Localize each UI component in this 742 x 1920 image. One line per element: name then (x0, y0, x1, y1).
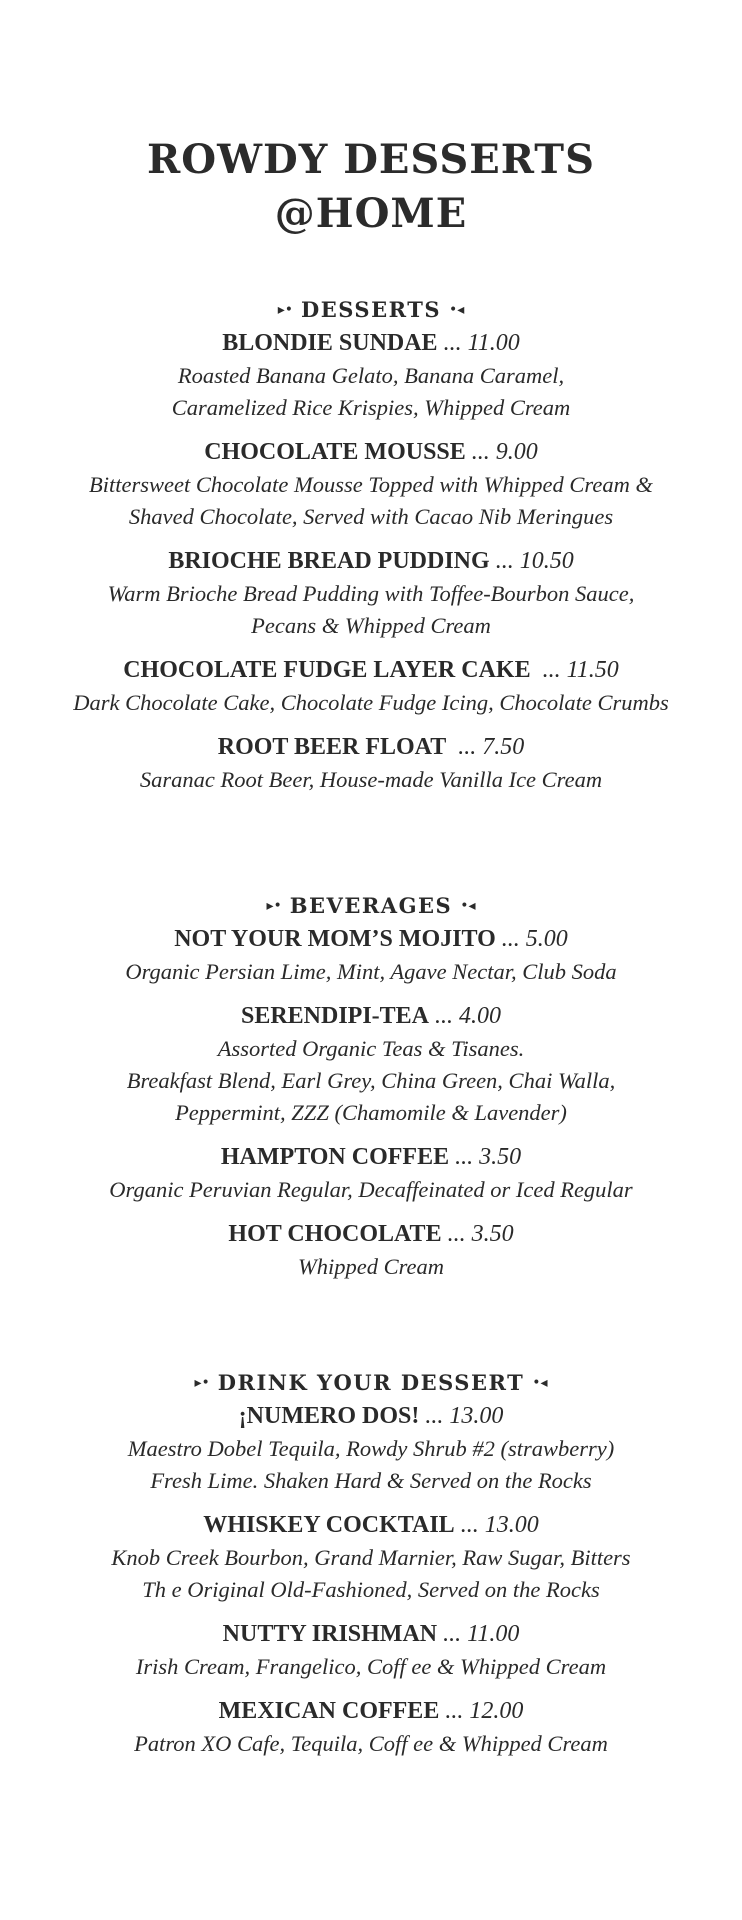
menu-item-name: CHOCOLATE MOUSSE (204, 439, 466, 465)
menu-item-header (0, 730, 742, 764)
menu-item-price: ... 11.00 (437, 1621, 520, 1647)
ornament-right-icon: •◂ (448, 302, 465, 318)
section-heading (0, 1369, 742, 1397)
menu-item-header (0, 326, 742, 360)
menu-item-description: Saranac Root Beer, House-made Vanilla Ice Cream (139, 767, 603, 792)
menu-item-description: Whipped Cream (297, 1254, 445, 1279)
menu-item (0, 435, 742, 533)
section-heading-text: BEVERAGES (289, 893, 453, 918)
menu-item-price: ... 12.00 (439, 1698, 524, 1724)
menu-item-price: ... 4.00 (429, 1003, 502, 1029)
section-heading (0, 296, 742, 324)
menu-item-description: Warm Brioche Bread Pudding with Toffee-Bourbon Sauce, (107, 581, 635, 606)
menu-item-description: Patron XO Cafe, Tequila, Coff ee & Whipped Cream (134, 1731, 608, 1756)
section-beverages (0, 892, 742, 1283)
menu-item-description: Irish Cream, Frangelico, Coff ee & Whipped Cream (135, 1654, 607, 1679)
menu-item-header (0, 1140, 742, 1174)
menu-item-description: Bittersweet Chocolate Mousse Topped with Whipped Cream & (89, 472, 653, 497)
menu-item-header (0, 1617, 742, 1651)
ornament-left-icon: ▸• (266, 898, 282, 914)
menu-item (0, 653, 742, 719)
menu-item-header (0, 1217, 742, 1251)
menu-item-header (0, 922, 742, 956)
menu-item-price: ... 9.00 (465, 439, 538, 465)
menu-title-line-2: @HOME (274, 190, 468, 237)
menu-item-price: ... 3.50 (449, 1144, 522, 1170)
menu-item (0, 1694, 742, 1760)
menu-item-header (0, 544, 742, 578)
menu-item-description: Roasted Banana Gelato, Banana Caramel, (177, 363, 565, 388)
menu-item (0, 730, 742, 796)
menu-item (0, 1217, 742, 1283)
section-heading (0, 892, 742, 920)
menu-item (0, 922, 742, 988)
menu-item-description: Dark Chocolate Cake, Chocolate Fudge Icing, Chocolate Crumbs (73, 690, 669, 715)
menu-item-name: SERENDIPI-TEA (240, 1003, 430, 1029)
menu-item (0, 1617, 742, 1683)
menu-item-description: Fresh Lime. Shaken Hard & Served on the Rocks (150, 1468, 592, 1493)
menu-item-header (0, 435, 742, 469)
menu-item-price: ... 7.50 (446, 734, 525, 760)
menu-item-price: ... 13.00 (419, 1403, 504, 1429)
menu-item-description: Pecans & Whipped Cream (251, 613, 491, 638)
menu-item-description: Shaved Chocolate, Served with Cacao Nib Meringues (128, 504, 614, 529)
menu-item-price: ... 5.00 (495, 926, 568, 952)
menu-title-line-1: ROWDY DESSERTS (147, 136, 595, 183)
section-heading-text: DESSERTS (301, 297, 441, 322)
menu-item (0, 1508, 742, 1606)
menu-item-name: BRIOCHE BREAD PUDDING (168, 548, 490, 574)
menu-item-description: Th e Original Old-Fashioned, Served on the Rocks (142, 1577, 600, 1602)
menu-title (0, 133, 742, 241)
menu-item-description: Maestro Dobel Tequila, Rowdy Shrub #2 (strawberry) (127, 1436, 615, 1461)
menu-item-name: HOT CHOCOLATE (228, 1221, 442, 1247)
menu-item-header (0, 1694, 742, 1728)
ornament-left-icon: ▸• (194, 1375, 210, 1391)
menu-item-name: NUTTY IRISHMAN (222, 1621, 438, 1647)
ornament-right-icon: •◂ (460, 898, 476, 914)
menu-item (0, 999, 742, 1129)
menu-item-price: ... 11.50 (530, 657, 619, 683)
menu-item-description: Caramelized Rice Krispies, Whipped Cream (171, 395, 571, 420)
menu-item-description: Breakfast Blend, Earl Grey, China Green, Chai Walla, (126, 1068, 616, 1093)
menu-item-name: NOT YOUR MOM’S MOJITO (174, 926, 496, 952)
menu-item-price: ... 10.50 (489, 548, 574, 574)
menu-item-name: HAMPTON COFFEE (220, 1144, 450, 1170)
menu-item-description: Assorted Organic Teas & Tisanes. (217, 1036, 525, 1061)
menu-item-header (0, 1399, 742, 1433)
section-drink-your-dessert (0, 1369, 742, 1760)
menu-item-description: Organic Persian Lime, Mint, Agave Nectar, Club Soda (125, 959, 617, 984)
menu-item-name: ROOT BEER FLOAT (217, 734, 447, 760)
section-heading-text: DRINK YOUR DESSERT (217, 1370, 525, 1395)
menu-item-name: WHISKEY COCKTAIL (203, 1512, 455, 1538)
menu-item (0, 1140, 742, 1206)
menu-item-name: MEXICAN COFFEE (218, 1698, 440, 1724)
menu-item-price: ... 11.00 (437, 330, 520, 356)
menu-item (0, 1399, 742, 1497)
menu-item-description: Organic Peruvian Regular, Decaffeinated or Iced Regular (109, 1177, 633, 1202)
menu-item-header (0, 1508, 742, 1542)
menu-item-header (0, 653, 742, 687)
menu-item-name: ¡NUMERO DOS! (238, 1403, 420, 1429)
menu-item-description: Knob Creek Bourbon, Grand Marnier, Raw Sugar, Bitters (111, 1545, 631, 1570)
menu-item (0, 326, 742, 424)
menu-item (0, 544, 742, 642)
menu-item-name: CHOCOLATE FUDGE LAYER CAKE (123, 657, 531, 683)
menu-item-name: BLONDIE SUNDAE (222, 330, 438, 356)
menu-item-price: ... 13.00 (454, 1512, 539, 1538)
ornament-left-icon: ▸• (277, 302, 294, 318)
menu-item-price: ... 3.50 (441, 1221, 514, 1247)
section-desserts (0, 296, 742, 796)
ornament-right-icon: •◂ (532, 1375, 548, 1391)
menu-item-header (0, 999, 742, 1033)
menu-item-description: Peppermint, ZZZ (Chamomile & Lavender) (175, 1100, 567, 1125)
